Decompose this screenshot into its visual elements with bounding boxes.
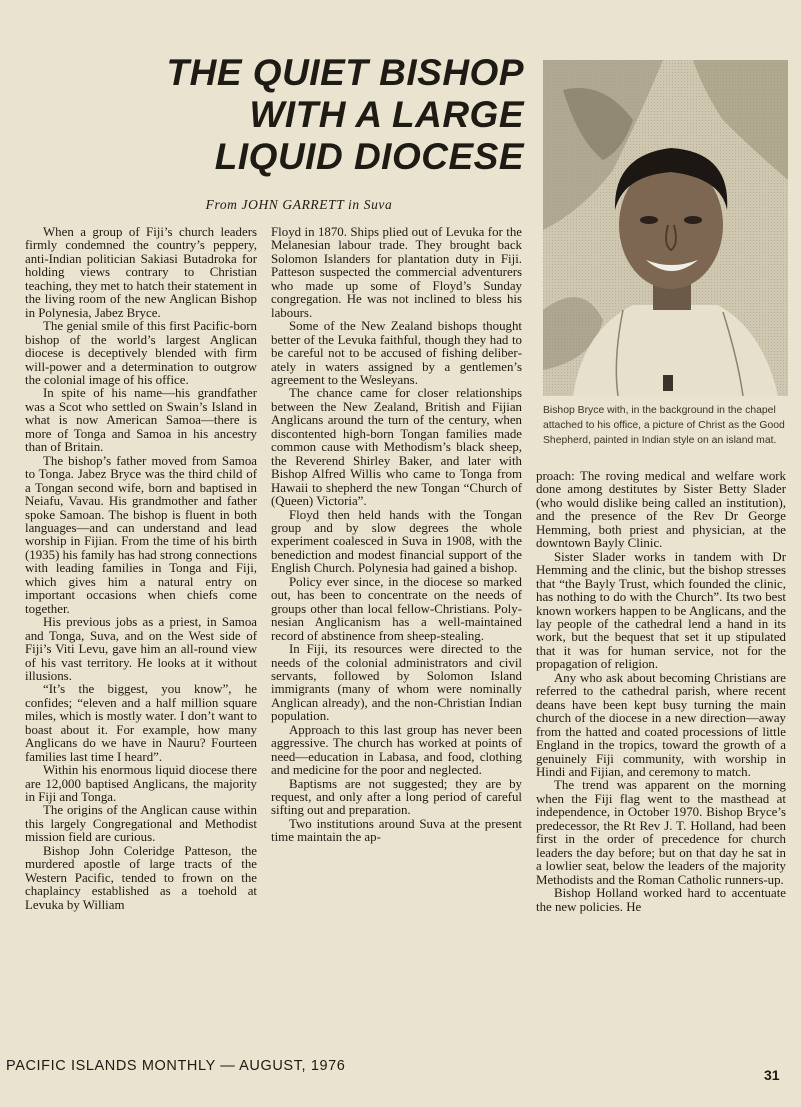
paragraph: proach: The roving medical and welfare work done among destitutes by Sister Betty Slader (who would dislike being called an institution), and the presence of the Rev Dr George Hemming, both priest and physician, at the downtown Bayly Clinic. xyxy=(536,469,786,551)
paragraph: Sister Slader works in tandem with Dr Hemming and the clinic, but the bishop stresses that “the Bayly Trust, which founded the clinic, has nothing to do with the Church”. Its two best known workers happen to be Anglicans, and the lay people of the cathedral lend a hand in its work, but the bequest that set it up stipulated that it was for human service, not for the propagation of religion. xyxy=(536,549,786,672)
paragraph: Floyd then held hands with the Tongan group and by slow degrees the whole experiment coalesced in Suva in 1908, with the benediction and modest financial support of the English Church. Polynesia had gained a bishop. xyxy=(271,507,522,576)
portrait-photo-icon xyxy=(543,60,788,396)
paragraph: The chance came for closer relationships between the New Zealand, British and Fijian Anglicans around the turn of the century, when discontented high-born Tongan families made common cause with Methodism’s black sheep, the Reverend Shirley Baker, and later with Bishop Alfred Willis who came to Tonga from Hawaii to shepherd the new Tongan “Church of (Queen) Victoria”. xyxy=(271,386,522,509)
paragraph: “It’s the biggest, you know”, he confides; “eleven and a half million square miles, which is mostly water. I don’t want to boast about it. For example, how many Anglicans do we have in Nauru? Fourteen families last time I heard”. xyxy=(25,682,257,764)
paragraph: The bishop’s father moved from Samoa to Tonga. Jabez Bryce was the third child of a Tongan second wife, born and baptised in Neiafu, Vavau. His grandmother and father spoke Samoan. The bishop is fluent in both languages—and can understand and lead worship in Fijian. From the time of his birth (1935) his family has had strong connections with leading families in Tonga and Fiji, which gives him a natural entry on important occasions when chiefs come together. xyxy=(25,453,257,616)
caption-text: Bishop Bryce with, in the background in the chapel attached to his office, a picture of Christ as the Good Shepherd, painted in Indian style on an island mat. xyxy=(543,405,785,446)
article-column-1 xyxy=(25,226,257,912)
article-column-3 xyxy=(536,470,786,914)
paragraph: Policy ever since, in the diocese so marked out, has been to concentrate on the needs of groups other than local fellow-Christians. Polynesian Anglicanism has a well-maintained record of abstinence from sheep-stealing. xyxy=(271,574,522,643)
paragraph: Some of the New Zealand bishops thought better of the Levuka faithful, though they had to be careful not to be accused of fishing deliberately in waters assigned by a gentlemen’s agreement to the Wesleyans. xyxy=(271,319,522,387)
headline-line: WITH A LARGE xyxy=(249,94,524,135)
paragraph: The trend was apparent on the morning when the Fiji flag went to the masthead at independence, in October 1970. Bishop Bryce’s predecessor, the Rt Rev J. T. Holland, had been first in the order of precedence for church leaders the day before; but on that day he sat in a lowlier seat, below the leaders of the majority Methodists and the Roman Catholic runners-up. xyxy=(536,778,786,887)
paragraph: Baptisms are not suggested; they are by request, and only after a long period of careful sifting out and preparation. xyxy=(271,776,522,818)
paragraph: The origins of the Anglican cause within this largely Congregational and Methodist mission field are curious. xyxy=(25,803,257,845)
page-footer: PACIFIC ISLANDS MONTHLY — AUGUST, 1976 xyxy=(6,1058,346,1074)
page-number: 31 xyxy=(764,1067,780,1083)
paragraph: Bishop Holland worked hard to accentuate the new policies. He xyxy=(536,886,786,914)
article-column-2 xyxy=(271,226,522,845)
paragraph: Approach to this last group has never been aggressive. The church has worked at points of need—education in Labasa, and food, clothing and medicine for the poor and neglected. xyxy=(271,722,522,778)
paragraph: In spite of his name—his grandfather was a Scot who settled on Swain’s Island in what is now American Samoa—there is more of Tonga and Samoa in his ancestry than of Britain. xyxy=(25,386,257,455)
headline-line: THE QUIET BISHOP xyxy=(166,52,524,93)
byline: From JOHN GARRETT in Suva xyxy=(205,197,393,212)
headline-line: LIQUID DIOCESE xyxy=(214,136,524,177)
paragraph: His previous jobs as a priest, in Samoa and Tonga, Suva, and on the West side of Fiji’s Viti Levu, gave him an all-round view of his vast territory. He looks at it without illusions. xyxy=(25,615,257,683)
photo-caption xyxy=(543,403,791,448)
paragraph: Within his enormous liquid diocese there are 12,000 baptised Anglicans, the majority in Fiji and Tonga. xyxy=(25,763,257,805)
paragraph: Any who ask about becoming Christians are referred to the cathedral parish, where recent deans have been kept busy turning the main church of the diocese in a new direction—away from the hatted and coated processions of little England in the tropics, toward the growth of a genuinely Fiji community, with worship in Hindi and Fijian, and ceremony to match. xyxy=(536,670,786,779)
paragraph: The genial smile of this first Pacific-born bishop of the world’s largest Anglican diocese is deceptively blended with firm will-power and a determination to outgrow the colonial image of his office. xyxy=(25,319,257,387)
paragraph: Two institutions around Suva at the present time maintain the ap- xyxy=(271,816,522,845)
paragraph: When a group of Fiji’s church leaders firmly condemned the country’s peppery, anti-Indian politician Sakiasi Butadroka for holding views contrary to Christian teaching, they met to hatch their statement in the living room of the new Anglican Bishop in Polynesia, Jabez Bryce. xyxy=(25,225,257,320)
bishop-portrait-photo xyxy=(543,60,788,396)
paragraph: In Fiji, its resources were directed to the needs of the colonial administrators and civil servants, followed by Solomon Island immigrants (many of whom were nominally Anglican already), and the non-Christian Indian population. xyxy=(271,642,522,724)
paragraph: Floyd in 1870. Ships plied out of Levuka for the Melanesian labour trade. They brought back Solomon Islanders for plantation duty in Fiji. Patteson suspected the commercial adventurers who made up some of Floyd’s Sunday congregation. He was not inclined to bless his labours. xyxy=(271,225,522,320)
paragraph: Bishop John Coleridge Patteson, the murdered apostle of large tracts of the Western Pacific, tended to frown on the chaplaincy established as a toehold at Levuka by William xyxy=(25,843,257,912)
article-headline xyxy=(120,52,524,178)
